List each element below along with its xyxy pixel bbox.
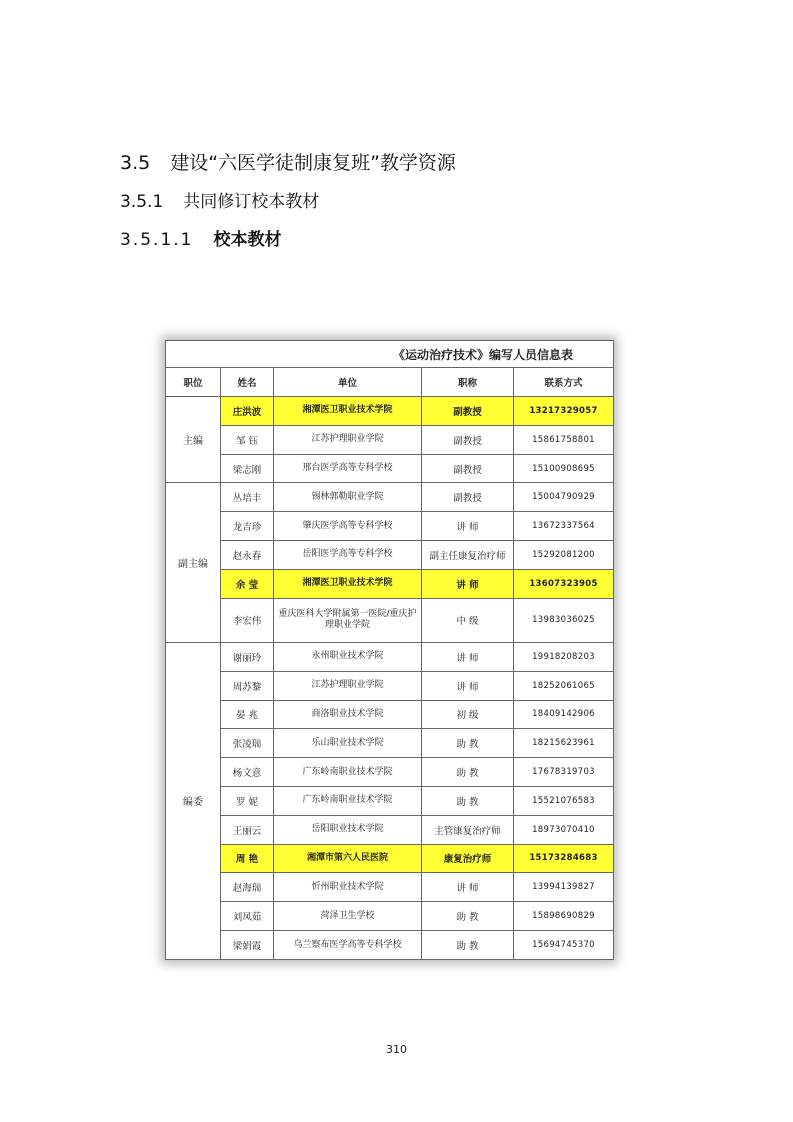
table-row: [166, 483, 614, 512]
phone-cell: 15898690829: [514, 902, 614, 931]
unit-cell: 忻州职业技术学院: [274, 873, 422, 902]
title-cell: 副教授: [422, 425, 514, 454]
phone-cell: 18252061065: [514, 671, 614, 700]
phone-cell: 15292081200: [514, 541, 614, 570]
unit-cell: 乌兰察布医学高等专科学校: [274, 931, 422, 960]
name-cell: 梁娟霞: [221, 931, 274, 960]
table-row: [166, 642, 614, 671]
name-cell: 余 莹: [221, 569, 274, 598]
table-figure: [165, 340, 613, 960]
table-row: [166, 758, 614, 787]
unit-cell: 商洛职业技术学院: [274, 700, 422, 729]
phone-cell: 15694745370: [514, 931, 614, 960]
table-row: [166, 397, 614, 426]
role-cell: 主编: [166, 397, 221, 483]
title-cell: 副教授: [422, 483, 514, 512]
unit-cell: 锡林郭勒职业学院: [274, 483, 422, 512]
table-title: 《运动治疗技术》编写人员信息表: [166, 341, 614, 368]
column-header: 姓名: [221, 368, 274, 397]
name-cell: 张凌瑞: [221, 729, 274, 758]
name-cell: 周 艳: [221, 844, 274, 873]
section-heading-3-5-1-1: [120, 225, 281, 250]
unit-cell: 重庆医科大学附属第一医院/重庆护理职业学院: [274, 598, 422, 642]
name-cell: 李宏伟: [221, 598, 274, 642]
unit-cell: 江苏护理职业学院: [274, 425, 422, 454]
title-cell: 助 教: [422, 729, 514, 758]
title-cell: 康复治疗师: [422, 844, 514, 873]
title-cell: 副主任康复治疗师: [422, 541, 514, 570]
phone-cell: 18973070410: [514, 815, 614, 844]
column-header: 职位: [166, 368, 221, 397]
section-number: 3.5.1.1: [120, 230, 194, 250]
table-row: [166, 815, 614, 844]
name-cell: 赵海瑞: [221, 873, 274, 902]
phone-cell: 17678319703: [514, 758, 614, 787]
section-heading-3-5: [120, 148, 456, 175]
unit-cell: 湘潭医卫职业技术学院: [274, 397, 422, 426]
title-cell: 讲 师: [422, 642, 514, 671]
name-cell: 丛培丰: [221, 483, 274, 512]
unit-cell: 菏泽卫生学校: [274, 902, 422, 931]
unit-cell: 岳阳医学高等专科学校: [274, 541, 422, 570]
section-title: 共同修订校本教材: [183, 192, 320, 212]
phone-cell: 15173284683: [514, 844, 614, 873]
unit-cell: 肇庆医学高等专科学校: [274, 512, 422, 541]
name-cell: 龙吉珍: [221, 512, 274, 541]
table-row: [166, 569, 614, 598]
phone-cell: 15861758801: [514, 425, 614, 454]
title-cell: 中 级: [422, 598, 514, 642]
name-cell: 梁志刚: [221, 454, 274, 483]
section-heading-3-5-1: [120, 187, 319, 212]
section-title: 建设“六医学徒制康复班”教学资源: [170, 152, 456, 174]
unit-cell: 湘潭医卫职业技术学院: [274, 569, 422, 598]
name-cell: 庄洪波: [221, 397, 274, 426]
table-row: [166, 671, 614, 700]
name-cell: 邹 钰: [221, 425, 274, 454]
phone-cell: 13607323905: [514, 569, 614, 598]
title-cell: 讲 师: [422, 512, 514, 541]
unit-cell: 永州职业技术学院: [274, 642, 422, 671]
unit-cell: 岳阳职业技术学院: [274, 815, 422, 844]
phone-cell: 13994139827: [514, 873, 614, 902]
table-row: [166, 786, 614, 815]
table-row: [166, 598, 614, 642]
column-header: 职称: [422, 368, 514, 397]
table-row: [166, 512, 614, 541]
name-cell: 王丽云: [221, 815, 274, 844]
section-number: 3.5.1: [120, 192, 164, 212]
phone-cell: 18215623961: [514, 729, 614, 758]
title-cell: 副教授: [422, 397, 514, 426]
phone-cell: 15521076583: [514, 786, 614, 815]
name-cell: 刘凤茹: [221, 902, 274, 931]
name-cell: 晏 兆: [221, 700, 274, 729]
title-cell: 助 教: [422, 786, 514, 815]
table-row: [166, 931, 614, 960]
title-cell: 讲 师: [422, 873, 514, 902]
title-cell: 主管康复治疗师: [422, 815, 514, 844]
unit-cell: 邢台医学高等专科学校: [274, 454, 422, 483]
table-row: [166, 541, 614, 570]
title-cell: 初 级: [422, 700, 514, 729]
phone-cell: 13983036025: [514, 598, 614, 642]
name-cell: 谢丽玲: [221, 642, 274, 671]
table-header-row: [166, 368, 614, 397]
table-row: [166, 729, 614, 758]
page-number: 310: [386, 1043, 407, 1056]
table-row: [166, 902, 614, 931]
table-row: [166, 454, 614, 483]
phone-cell: 13672337564: [514, 512, 614, 541]
table-row: [166, 844, 614, 873]
title-cell: 助 教: [422, 931, 514, 960]
phone-cell: 18409142906: [514, 700, 614, 729]
column-header: 联系方式: [514, 368, 614, 397]
name-cell: 周苏黎: [221, 671, 274, 700]
name-cell: 赵永春: [221, 541, 274, 570]
unit-cell: 乐山职业技术学院: [274, 729, 422, 758]
phone-cell: 13217329057: [514, 397, 614, 426]
table-body: [166, 397, 614, 960]
table-row: [166, 425, 614, 454]
name-cell: 罗 妮: [221, 786, 274, 815]
table-row: [166, 700, 614, 729]
section-title: 校本教材: [213, 230, 282, 250]
title-cell: 助 教: [422, 902, 514, 931]
title-cell: 副教授: [422, 454, 514, 483]
phone-cell: 15100908695: [514, 454, 614, 483]
title-cell: 讲 师: [422, 569, 514, 598]
staff-info-table: [165, 340, 614, 960]
phone-cell: 19918208203: [514, 642, 614, 671]
unit-cell: 湘潭市第六人民医院: [274, 844, 422, 873]
phone-cell: 15004790929: [514, 483, 614, 512]
role-cell: 副主编: [166, 483, 221, 642]
unit-cell: 广东岭南职业技术学院: [274, 758, 422, 787]
title-cell: 讲 师: [422, 671, 514, 700]
unit-cell: 江苏护理职业学院: [274, 671, 422, 700]
unit-cell: 广东岭南职业技术学院: [274, 786, 422, 815]
role-cell: 编委: [166, 642, 221, 959]
table-row: [166, 873, 614, 902]
name-cell: 杨文意: [221, 758, 274, 787]
title-cell: 助 教: [422, 758, 514, 787]
column-header: 单位: [274, 368, 422, 397]
section-number: 3.5: [120, 152, 151, 174]
